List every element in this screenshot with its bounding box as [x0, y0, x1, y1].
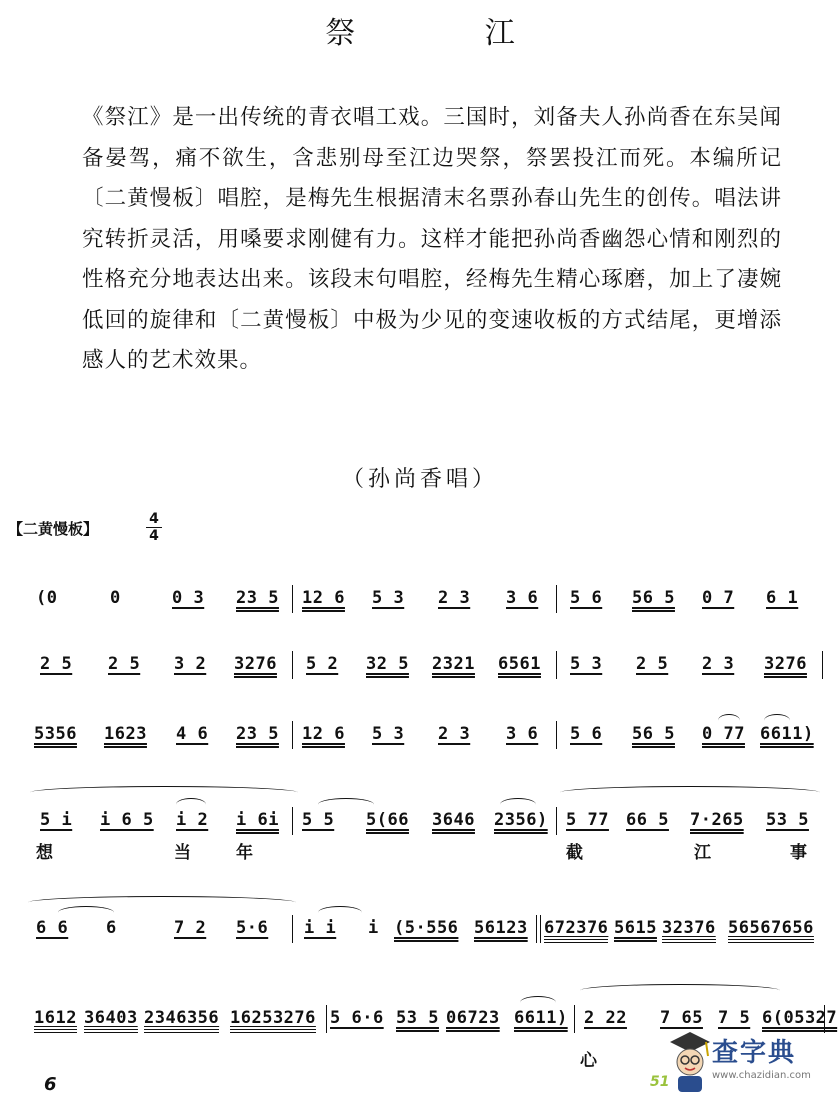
note-group: 2356) [494, 810, 548, 830]
note-group: 7 65 [660, 1008, 703, 1028]
note-group: 6 6 [36, 918, 69, 938]
note-group: 5 3 [570, 654, 603, 674]
note-group: 56 5 [632, 588, 675, 608]
note-group: 6 [106, 918, 117, 938]
note-group: i 2 [176, 810, 209, 830]
note-group: 36403 [84, 1008, 138, 1033]
banshi-label: 【二黄慢板】 [8, 520, 99, 538]
note-group: 3276 [764, 654, 807, 674]
barline [556, 807, 557, 835]
score-row-4 [0, 810, 840, 863]
intro-paragraph: 《祭江》是一出传统的青衣唱工戏。三国时，刘备夫人孙尚香在东吴闻备晏驾，痛不欲生，含悲别母至江边哭祭，祭罢投江而死。本编所记〔二黄慢板〕唱腔，是梅先生根据清末名票孙春山先生的创传。唱法讲究转折灵活，用嗓要求刚健有力。这样才能把孙尚香幽怨心情和刚烈的性格充分地表达出来。该段末句唱腔，经梅先生精心琢磨，加上了凄婉低回的旋律和〔二黄慢板〕中极为少见的变速收板的方式结尾，更增添感人的艺术效果。 [82, 105, 782, 373]
note-group: 0 3 [172, 588, 205, 608]
note-group: 3 6 [506, 588, 539, 608]
note-group: 6611) [760, 724, 814, 744]
note-group: 5·6 [236, 918, 269, 938]
note-group: 5 6 [570, 724, 603, 744]
note-group: 2 5 [40, 654, 73, 674]
note-group: i i [304, 918, 337, 938]
note-group: 16253276 [230, 1008, 316, 1033]
note-group: 56123 [474, 918, 528, 938]
barline [292, 651, 293, 679]
note-group: 12 6 [302, 588, 345, 608]
note-group: 66 5 [626, 810, 669, 830]
note-group: 2 5 [636, 654, 669, 674]
note-group: 0 [110, 588, 121, 608]
note-group: 5 3 [372, 588, 405, 608]
slur [560, 786, 820, 799]
note-group: 5615 [614, 918, 657, 938]
note-group: 3 2 [174, 654, 207, 674]
note-group: 5(66 [366, 810, 409, 830]
note-group: 56 5 [632, 724, 675, 744]
meter-top: 4 [149, 511, 159, 527]
lyric: 年 [236, 843, 254, 863]
note-group: 2346356 [144, 1008, 219, 1033]
barline [326, 1005, 327, 1033]
note-group: 12 6 [302, 724, 345, 744]
page-title: 祭 江 [325, 16, 575, 51]
note-group: 6(05327 [762, 1008, 838, 1028]
note-group: i 6i [236, 810, 279, 830]
note-group: 7 5 [718, 1008, 751, 1028]
barline [556, 721, 557, 749]
note-group: 23 5 [236, 588, 279, 608]
note-group: (5·556 [394, 918, 459, 938]
note-group: 5356 [34, 724, 77, 744]
note-group: 2321 [432, 654, 475, 674]
note-group: 2 22 [584, 1008, 627, 1028]
lyric: 心 [580, 1051, 598, 1071]
note-group: 5 6·6 [330, 1008, 384, 1028]
barline [574, 1005, 575, 1033]
note-group: 6561 [498, 654, 541, 674]
lyric: 截 [566, 843, 584, 863]
barline [536, 915, 541, 943]
note-group: 0 77 [702, 724, 745, 744]
slur [580, 984, 780, 997]
lyric: 江 [694, 843, 712, 863]
barline [556, 585, 557, 613]
note-group: 53 5 [396, 1008, 439, 1028]
barline [292, 721, 293, 749]
barline [292, 807, 293, 835]
graduate-mascot-icon [668, 1028, 712, 1094]
score-row-3 [0, 724, 840, 774]
note-group: 5 77 [566, 810, 609, 830]
note-group: 23 5 [236, 724, 279, 744]
lyric: 当 [174, 843, 192, 863]
note-group: 4 6 [176, 724, 209, 744]
singer-caption: （孙尚香唱） [341, 467, 498, 492]
note-group: 2 3 [438, 588, 471, 608]
barline [822, 651, 823, 679]
score-row-1 [0, 588, 840, 638]
score-row-5 [0, 918, 840, 968]
note-group: 6611) [514, 1008, 568, 1028]
note-group: 7 2 [174, 918, 207, 938]
note-group: 56567656 [728, 918, 814, 943]
note-group: 53 5 [766, 810, 809, 830]
time-signature [146, 512, 162, 543]
note-group: 7·265 [690, 810, 744, 830]
note-group: 5 2 [306, 654, 339, 674]
note-group: 1623 [104, 724, 147, 744]
barline [556, 651, 557, 679]
note-group: 3646 [432, 810, 475, 830]
note-group: 0 7 [702, 588, 735, 608]
note-group: 06723 [446, 1008, 500, 1028]
watermark-url: www.chazidian.com [712, 1070, 811, 1081]
note-group: 3276 [234, 654, 277, 674]
note-group: i [368, 918, 379, 938]
meter-bottom: 4 [149, 528, 159, 544]
note-group: 6 1 [766, 588, 799, 608]
watermark-logo [650, 1024, 838, 1102]
note-group: 32376 [662, 918, 716, 943]
lyric: 想 [36, 843, 54, 863]
note-group: 5 3 [372, 724, 405, 744]
watermark-prefix: 51 [650, 1074, 670, 1090]
note-group: 2 3 [438, 724, 471, 744]
note-group: 5 i [40, 810, 73, 830]
note-group: 5 5 [302, 810, 335, 830]
note-group: 672376 [544, 918, 608, 943]
watermark-brand: 查字典 [712, 1038, 797, 1068]
note-group: 5 6 [570, 588, 603, 608]
page-number: 6 [44, 1074, 57, 1095]
slur [30, 786, 298, 799]
lyric: 事 [790, 843, 808, 863]
barline [292, 585, 293, 613]
note-group: i 6 5 [100, 810, 154, 830]
note-group: 1612 [34, 1008, 77, 1033]
note-group: 2 5 [108, 654, 141, 674]
note-group: 2 3 [702, 654, 735, 674]
note-group: 3 6 [506, 724, 539, 744]
note-group: 32 5 [366, 654, 409, 674]
barline [292, 915, 293, 943]
note-group: (0 [36, 588, 58, 608]
score-row-2 [0, 654, 840, 704]
